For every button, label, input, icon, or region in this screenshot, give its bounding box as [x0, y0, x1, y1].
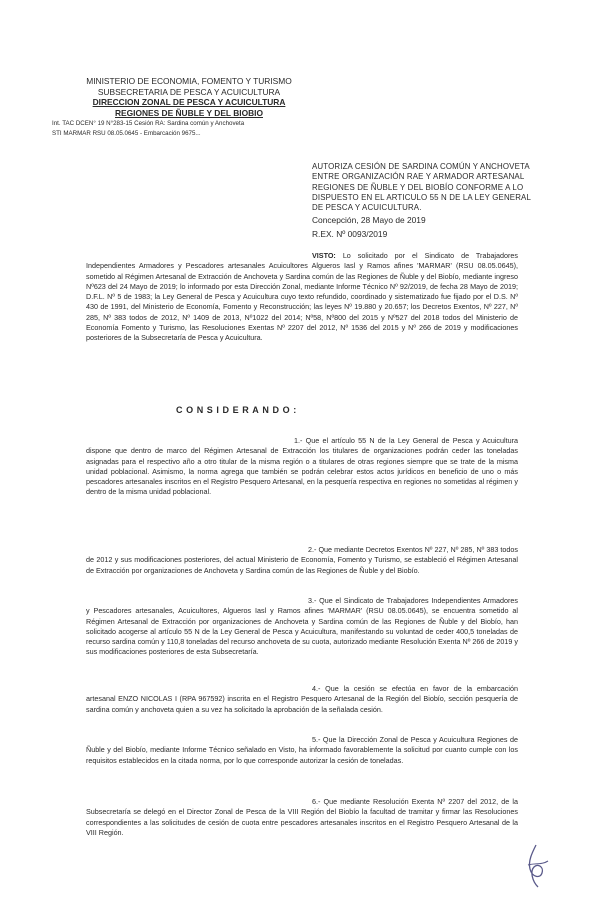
reference-line-2: STI MARMAR RSU 08.05.0645 - Embarcación 9675... — [52, 130, 201, 138]
considerando-item: 4.- Que la cesión se efectúa en favor de la embarcación artesanal ENZO NICOLAS I (RPA 967592) inscrita en el Registro Pesquero Artesanal de la Región del Biobío, sección pesquería de sardina común y anchoveta quien a su vez ha solicitado la aprobación de la señalada cesión. — [86, 684, 518, 714]
visto-paragraph — [86, 251, 518, 344]
considerando-item: 5.- Que la Dirección Zonal de Pesca y Acuicultura Regiones de Ñuble y del Biobío, mediante Informe Técnico señalado en Visto, ha informado favorablemente la solicitud por cuanto cumple con los requisitos establecidos en la citada norma, por lo que corresponde autorizar la cesión de toneladas. — [86, 735, 518, 765]
subsecretariat-line: SUBSECRETARIA DE PESCA Y ACUICULTURA — [97, 86, 281, 97]
visto-label: VISTO: — [312, 251, 336, 260]
resolution-number: R.EX. Nº 0093/2019 — [312, 229, 388, 239]
considerando-item: 1.- Que el artículo 55 N de la Ley General de Pesca y Acuicultura dispone que dentro de marco del Régimen Artesanal de Extracción los titulares de organizaciones podrán ceder las toneladas asignadas para el respectivo año a otro titular de la misma región o a titulares de otras regiones siempre que se trate de la misma unidad poblacional. Asimismo, la norma agrega que también se podrán celebrar estos actos jurídicos en beneficio de uno o más pescadores artesanales inscritos en el Registro Pesquero Artesanal, en la pesquería respectiva en regiones no sometidas al régimen y dentro de la misma unidad poblacional. — [86, 436, 518, 497]
ministry-line: MINISTERIO DE ECONOMIA, FOMENTO Y TURISMO — [86, 76, 292, 86]
considerando-item: 6.- Que mediante Resolución Exenta Nº 2207 del 2012, de la Subsecretaría se delegó en el Director Zonal de Pesca de la VIII Región del Biobío la facultad de tramitar y firmar las Resoluciones correspondientes a las solicitudes de cesión de cuota entre pescadores artesanales inscritos en el Registro Pesquero Artesanal de la VIII Región. — [86, 797, 518, 837]
subject-block: AUTORIZA CESIÓN DE SARDINA COMÚN Y ANCHOVETA ENTRE ORGANIZACIÓN RAE Y ARMADOR ARTESANAL REGIONES DE ÑUBLE Y DEL BIOBÍO CONFORME A LO DISPUESTO EN EL ARTICULO 55 N DE LA LEY GENERAL DE PESCA Y ACUICULTURA. — [312, 162, 531, 213]
considerando-item: 3.- Que el Sindicato de Trabajadores Independientes Armadores y Pescadores artesanales, Acuicultores, Algueros Iasl y Ramos afines 'MARMAR' (RSU 08.05.0645), se encuentra sometido al Régimen Artesanal de Extracción por organizaciones de Anchoveta y Sardina común de las Regiones de Ñuble y del Biobío, han solicitado acogerse al artículo 55 N de la Ley General de Pesca y Acuicultura, manifestando su voluntad de ceder 400,5 toneladas de recurso sardina común y 110,8 toneladas del recurso anchoveta de su cuota, autorizado mediante Resolución Exenta Nº 266 de 2019 y sus modificaciones posteriores de esta Subsecretaría. — [86, 596, 518, 657]
considerando-title: CONSIDERANDO: — [176, 405, 300, 415]
considerando-item: 2.- Que mediante Decretos Exentos Nº 227, Nº 285, Nº 383 todos de 2012 y sus modificaciones posteriores, del actual Ministerio de Economía, Fomento y Turismo, se estableció el Régimen Artesanal de Extracción por organizaciones de Anchoveta y Sardina común de las Regiones de Ñuble y del Biobío. — [86, 545, 518, 575]
regions-line: REGIONES DE ÑUBLE Y DEL BIOBIO — [115, 107, 263, 118]
place-date: Concepción, 28 Mayo de 2019 — [312, 215, 426, 225]
handwritten-initials — [522, 843, 552, 889]
direction-line: DIRECCION ZONAL DE PESCA Y ACUICULTURA — [92, 97, 286, 108]
visto-text: Lo solicitado por el Sindicato de Trabajadores Independientes Armadores y Pescadores artesanales Acuicultores Algueros Iasl y Ramos afines 'MARMAR' (RSU 08.05.0645), sometido al Régimen Artesanal de Extracción de Anchoveta y Sardina común de las Regiones de Ñuble y del Biobío, mediante ingreso Nº623 del 24 Mayo de 2019; lo informado por esta Dirección Zonal, mediante Informe Técnico Nº 92/2019, de fecha 28 Mayo de 2019; D.F.L. Nº 5 de 1983; la Ley General de Pesca y Acuicultura cuyo texto refundido, coordinado y sistematizado fue fijado por el D.S. Nº 430 de 1991, del Ministerio de Economía, Fomento y Reconstrucción; las leyes Nº 19.880 y 20.657; los Decretos Exentos, Nº 227, Nº 285, Nº 383 todos de 2012, Nº 1409 de 2013, Nº1022 del 2014; Nº58, Nº800 del 2015 y Nº527 del 2018 todos del Ministerio de Economía Fomento y Turismo, las Resoluciones Exentas Nº 2207 del 2012, Nº 1536 del 2015 y Nº 266 de 2019 y modificaciones posteriores de la Subsecretaría de Pesca y Acuicultura. — [86, 251, 519, 343]
letterhead — [52, 76, 320, 138]
reference-line-1: Int. TAC DCEN° 19 N°283-15 Cesión RA: Sardina común y Anchoveta — [52, 120, 245, 128]
